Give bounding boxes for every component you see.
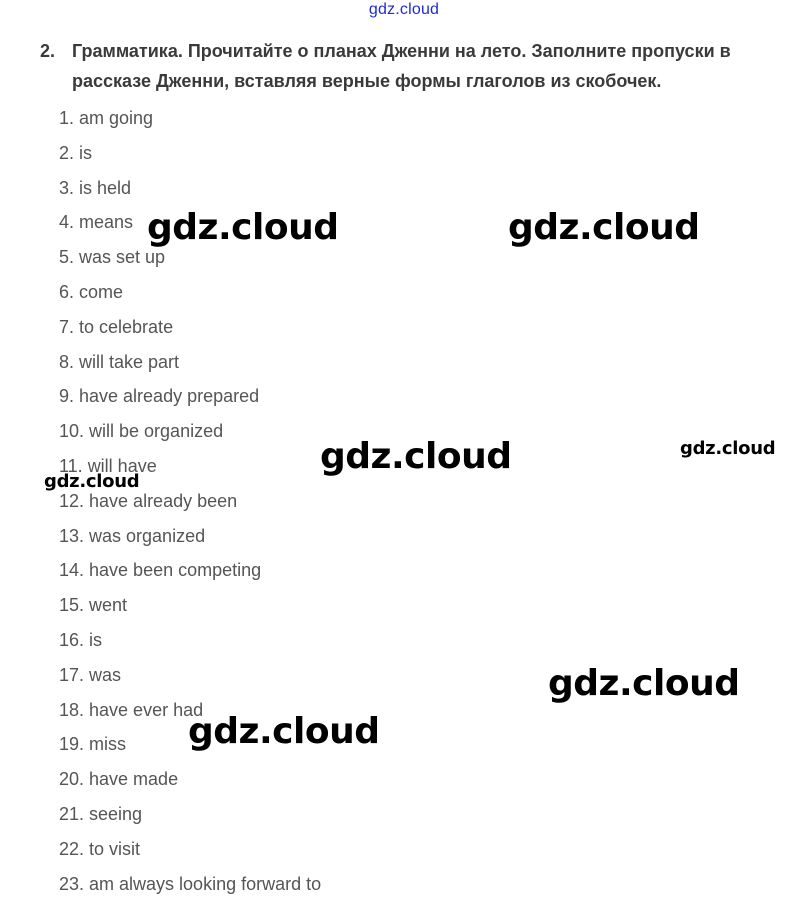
answer-item: 4. means [59, 212, 134, 233]
answer-item: 1. am going [59, 108, 154, 128]
answer-item: 18. have ever had [59, 699, 204, 720]
task-number: 2. [40, 41, 56, 61]
answer-item: 17. was [59, 664, 122, 685]
answer-item: 7. to celebrate [59, 316, 174, 337]
answer-item: 6. come [59, 281, 124, 302]
answer-item: 21. seeing [59, 803, 143, 824]
answer-item: 12. have already been [59, 490, 238, 511]
task-instruction: Грамматика. Прочитайте о планах Дженни на лето. Заполните пропуски в рассказе Дженни, вставляя верные формы глаголов из скобочек. [72, 41, 731, 91]
answer-item: 14. have been competing [59, 560, 262, 581]
answer-item: 19. miss [59, 734, 127, 755]
answer-item: 5. was set up [59, 247, 166, 268]
answer-item: 15. went [59, 595, 128, 616]
answer-item: 22. to visit [59, 838, 141, 859]
answer-item: 2. is [59, 142, 93, 163]
answer-item: 23. am always looking forward to [59, 873, 322, 894]
watermark: gdz.cloud [188, 711, 380, 752]
answer-item: 20. have made [59, 769, 179, 790]
watermark: gdz.cloud [147, 207, 339, 248]
answer-item: 3. is held [59, 177, 132, 198]
answer-item: 8. will take part [59, 351, 180, 372]
answer-item: 16. is [59, 629, 103, 650]
watermark: gdz.cloud [508, 207, 700, 248]
task-heading [40, 36, 802, 96]
watermark: gdz.cloud [680, 438, 776, 459]
answer-item: 10. will be organized [59, 421, 224, 442]
answer-item: 11. will have [59, 455, 157, 476]
answer-item: 13. was organized [59, 525, 206, 546]
watermark: gdz.cloud [320, 436, 512, 477]
answer-item: 9. have already prepared [59, 386, 260, 407]
watermark: gdz.cloud [548, 663, 740, 704]
watermark: gdz.cloud [44, 471, 140, 492]
site-watermark-link[interactable]: gdz.cloud [368, 1, 440, 18]
